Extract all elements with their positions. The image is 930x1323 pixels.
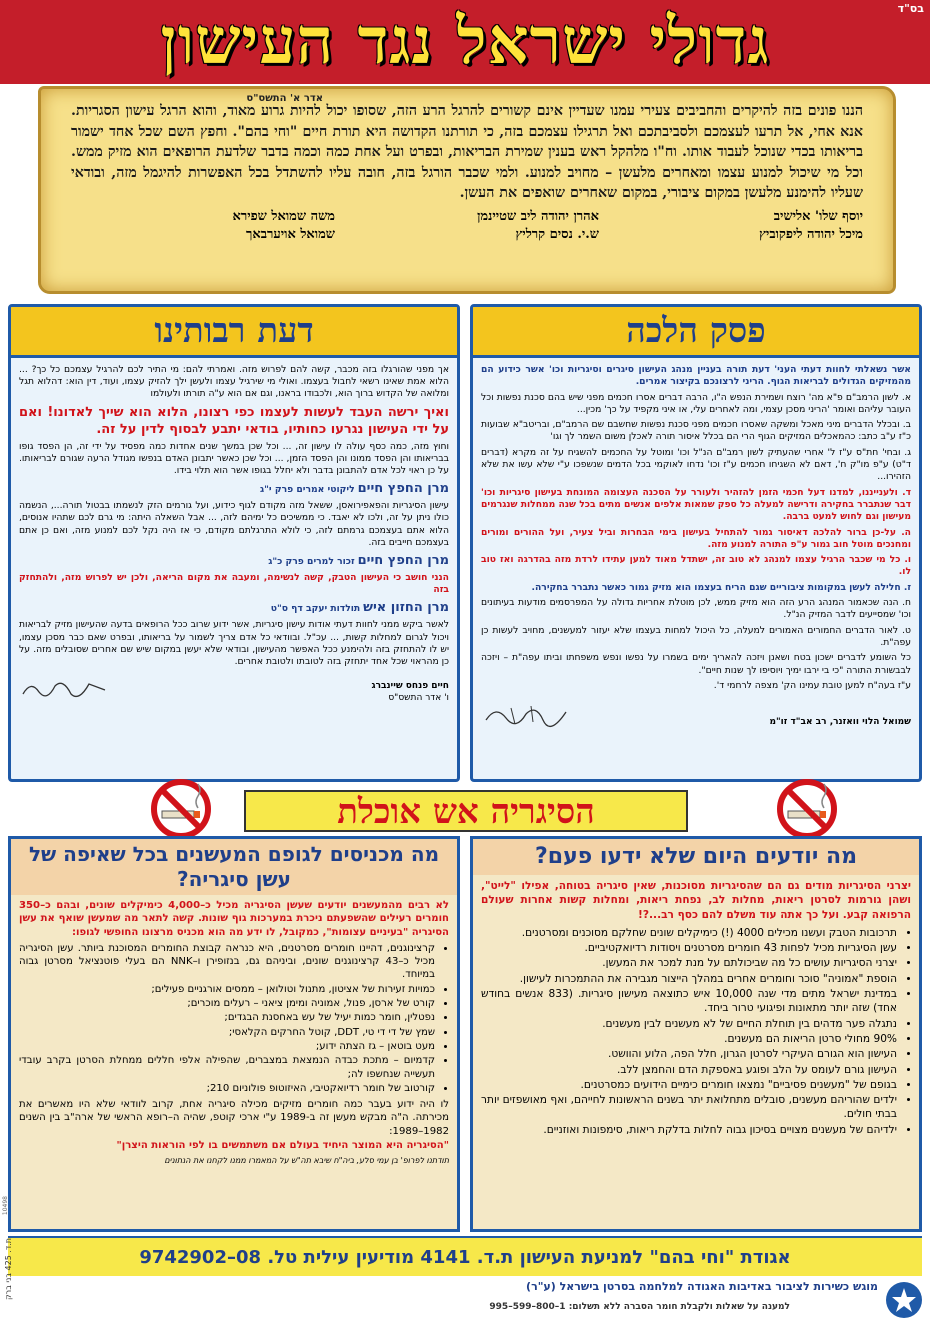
signer-name: יוסף שלו' אלישיב: [773, 208, 863, 224]
opinion-paragraph: אך מפני שהורגלו בזה מכבר, קשה להם לפרוש מזה. ואמרתי להם: מי התיר לכם להרגיל עצמכם כל כך? ... הלוא אמת שאינו רשאי לחבול בעצמו. ואולי מי שירגיל עצמו ולעשן ילך להזיק עצמו, ועוד, דין הוא: דהלוא תגל ומלואה של הקדוש ברוך הוא, ולכבודו בראנו, וגם אם הוא ע"ה תורתו ולעולמו: [19, 364, 449, 400]
bsd-mark: בס"ד: [897, 2, 924, 15]
halacha-paragraph: ח. הנה שכאמור המנהג הרע הזה הוא מזיק ממש, לכן מוטלת אחריות גדולה על המפרסמים מודעות בעיתונים וכו' שמסייעים לדבר המזיק הנ"ל.: [481, 597, 911, 621]
footer-info: למענה על שאלות ולקבלת חומר הסברה ללא תשלום: 1–800–599–995: [489, 1302, 790, 1312]
list-item: • יצרני הסיגריות עושים כל מה שביכולתם על מנת למכר את המעשן.: [481, 956, 897, 970]
list-item: • כמויות זעירות של אציטון, מתנול וטולואן – ממסים אורגניים פעילים;: [19, 983, 435, 996]
letter-date: אדר א' התשס"ס: [246, 93, 323, 104]
list-item: • קורטוב של חומר רדיואקטיבי, האיזוטופ פולוניום 210;: [19, 1082, 435, 1095]
halacha-paragraph: ט. לאור הדברים החמורים האמורים למעלה, כל היכול למחות בעצמו שלא יעזור למעשנים, מחויב לעשות כן עפה"ת.: [481, 624, 911, 648]
halacha-signer: שמואל הלוי וואזנר, רב אב"ד זו"מ: [769, 716, 911, 727]
list-item: • 90% מחולי סרטן הריאות הם מעשנים.: [481, 1032, 897, 1046]
signer-name: משה שמואל שפירא: [232, 208, 335, 224]
source-name: מרן החזון איש: [363, 600, 449, 616]
rabbis-letter: [38, 86, 896, 294]
list-item: • מעט בוטאן – גז הצתה ידוע;: [19, 1040, 435, 1053]
halacha-paragraph: ז. חלילה לעשן במקומות ציבוריים שגם הריח בעצמו הוא מזיק גמור כאשר נתברר בחקירה.: [531, 581, 911, 593]
credit-line: תודתנו לפרופ' בן עמי סלע, ביה"ח שיבא תה"ש על המאמרו ממנו לקחנו את הנתונים: [164, 1156, 449, 1166]
source-ref: זכור למרים פרק כ"ג: [268, 556, 355, 568]
page-title: גדולי ישראל נגד העישון: [160, 4, 770, 79]
footer-contact: אגודת "וחי בהם" למניעת העישון ת.ד. 4141 מודיעין עילית טל. 08–9742902: [8, 1236, 922, 1276]
list-item: • בגופם של "מעשנים פסיביים" נמצאו חומרים כימיים הידועים כמסרטנים.: [481, 1078, 897, 1092]
middle-banner: הסיגריה אש אוכלת: [244, 790, 688, 832]
opinion-sign-date: ו' אדר התשס"ס: [388, 693, 449, 704]
opinion-signer: חיים פנחס שיינברג: [371, 680, 449, 691]
footer-sponsor: מוגש כשירות לציבור באדיבות האגודה למלחמה בסרטן בישראל (ע"ר): [526, 1280, 878, 1293]
halacha-paragraph: ב. ובכלל הדברים מיני מאכל ומשקה שאסרו חכמים מפני סכנת נפשות שחשבם שם הרמב"ם, ובריטב"א שבועות כ"ז ע"ב כתב: כהמאכלים המזיקים הגוף הרי הם בכלל איסור תורה לאכלן משום השמר לך וגו': [481, 419, 911, 443]
rabbis-opinion-panel: [8, 304, 460, 782]
handwritten-signature: [19, 676, 109, 704]
opinion-paragraph: עישון הסיגריות והפאפירואסן, ששאל מזה מקודם לגוף כידוע, ועל גורמים הזק לנשמתו בבטול תורה..., הנשמה כולו ניתן על זה, ולכו לא יאבד. כי ממשיכים כל ימיהם לזה, ... אבל השאלה היתה: מי גרם לכם שתהיו אנוסים, הלוא אתם בעצמכם גרמתם לזה, כי לולא התרגלתם מקודם, כי אז היה נקל לכם למנוע מזה, ואם כן אתם בעצמכם חייבים בזה.: [19, 500, 449, 548]
ingredients-intro: לא רבים מהמעשנים יודעים שעשן הסיגריה מכיל כ–4,000 כימיקלים שונים, ובהם כ–350 חומרים רעילים שהשפעתם ניכרת במערכות גוף שונות. קשה לתאר מה שמעשן שואף את עשן הסיגריה "בעיניים עצומות", כמקובל, לו ידע מה הוא מכניס מרצונו החופשי לגופו:: [19, 900, 449, 938]
facts-panel: [470, 836, 922, 1232]
list-item: • עשן הסיגריות מכיל לפחות 43 חומרים מסרטנים ויסודות רדיואקטיביים.: [481, 941, 897, 955]
source-ref: תולדות יעקב דף ס"ט: [270, 603, 361, 615]
halacha-paragraph: א. לשון הרמב"ם פ"א מה' רוצח ושמירת הנפש ה"ו, הרבה דברים אסרו חכמים מפני שיש בהם סכנת נפשות וכל העובר עליהם ואומר 'הריני מסכן עצמי, ומה לאחרים עלי, או איני מקפיד על כך' מכין...: [481, 391, 911, 415]
title-banner: [0, 0, 930, 84]
halacha-paragraph: ה. על-כן ברור להלכה דאיסור גמור להתחיל בעישון בימי הבחרות וביל צעיר, ועל ההורים ומורים ומחנכים מוטל חוב גמור ע"פ התורה למנוע מזה.: [481, 526, 911, 550]
surgeon-quote: "הסיגריה היא המוצר היחיד בעולם אם משתמשים בו לפי הוראות היצרן": [116, 1140, 449, 1152]
list-item: • קרצינוגנים, דהיינו חומרים מסרטנים, היא כנראה קבוצת החומרים המסוכנת ביותר. עשן הסיגריה מכיל כ–43 קרצינוגנים שונים, וביניהם גם, בנזופירן ו–NNK הם בעלי פוטנציאל מסרטן גבוה במיוחד.: [19, 942, 435, 982]
list-item: • במדינת ישראל מתים מדי שנה 10,000 איש כתוצאה מעישון סיגריות. (833 אנשים בחודש אחד) שזה יותר מתאונות ופיגועי טרור ביחד.: [481, 987, 897, 1016]
facts-list: [481, 926, 911, 1137]
list-item: • הוספת "אמוניה" סוכר וחומרים אחרים במהלך הייצור מגבירה את ההתמכרות לעישון.: [481, 972, 897, 986]
source-ref: ליקוטי אמרים פרק י"ג: [260, 484, 355, 496]
halacha-closing: כל השומע לדברים ישכון בטח ושאנן ויזכה להאריך ימים בשמרו על נפשו ונפש משפחתו וביתו עפה"ת – ויזכה לבבשורת התורה "כי בי ירבו ימיך ויוסיפו לך שנות חיים".: [481, 652, 911, 676]
list-item: • ילדיהם של מעשנים מצויים בסיכון גבוה לחלות בדלקת ריאות, סימפונות ואוזניים.: [481, 1123, 897, 1137]
list-item: • העישון גורם לעומס על הלב ופוגע באספקת הדם והחמצן ללב.: [481, 1063, 897, 1077]
opinion-highlight: הנני חושב כי העישון הטבק, קשה לנשימה, ומעבה את מקום הריאה, ולכן יש לפרוש מזה, ולהתחזק בזה: [19, 572, 449, 596]
list-item: • ילדים שהוריהם מעשנים, סובלים מתחלואת יתר בשנים הראשונות לחייהם, ואף מאושפזים יותר בבתי חולים.: [481, 1093, 897, 1122]
ingredients-title: מה מכניסים לגופם המעשנים בכל שאיפה של עשן סיגריה?: [11, 839, 457, 895]
no-smoking-icon: [150, 778, 212, 840]
halacha-blessing: ע"ז בעה"ח למען טובת עמינו הק' מצפה לרחמי ד'.: [713, 679, 911, 691]
halacha-paragraph: ו. כל מי שכבר הרגיל עצמו למנהג לא טוב זה, ישתדל מאוד למען עתידו לרדת מזה בהדרגה ואז טוב לו.: [481, 554, 911, 578]
halacha-title: פסק הלכה: [473, 307, 919, 358]
source-name: מרן החפץ חיים: [357, 553, 449, 569]
facts-intro: יצרני הסיגריות מודים גם הם שהסיגריות מסוכנות, שאין סיגריה בטוחה, אפילו "לייט", ושהן גורמות לסרטן ריאות, מחלות לב, נפחת ריאות, ומחלות קשות אחרות שעולם הרפואה קבע. ועל כך אתה עוד משלם להם כסף רב...?!: [481, 880, 911, 921]
ingredients-outro: לו היה ידוע בעבר כמה חומרים מזיקים מכילה סיגריה אחת, קרוב לוודאי שלא היו מאשרים את מכירתה. ה"ה מבקש מעשן זה ב-1989 ע"י ארכי קוטפ, שהיה ה–רופא הראשי של ארה"ב בין השנים 1982–1989:: [19, 1099, 449, 1137]
halacha-intro: אשר נשאלתי לחוות דעתי העני' דעת תורה בעניין מנהג העישון סיגרים וסיגריות וכו' אשר כידוע הם מהמזיקים הגדולים לבריאות הגוף. הריני לרצונכם בקיצור אמרים.: [481, 364, 911, 388]
signer-name: שמואל אויערבאך: [245, 226, 335, 242]
source-name: מרן החפץ חיים: [357, 481, 449, 497]
ingredients-panel: [8, 836, 460, 1232]
list-item: • נפטלין, חומר כמות יעיל של עש באחסנת הבגדים;: [19, 1011, 435, 1024]
print-code: 10498: [2, 1196, 9, 1216]
postbox-note: ת.ד. 425 בני ברק: [4, 1238, 13, 1301]
signer-name: אהרן יהודה ליב שטיינמן: [477, 208, 599, 224]
opinion-signer-block: [372, 680, 449, 704]
handwritten-signature: [481, 700, 571, 728]
list-item: • נתגלה פער מדהים בין תוחלת החיים של לא מעשנים לבין מעשנים.: [481, 1017, 897, 1031]
letter-text: הננו פונים בזה להיקרים והחביבים צעירי עמנו שעדיין אינם קשורים להרגל הרע הזה, שסופו יכול להיות גרוע מאוד, והוא הרגל עישון הסגריות. אנא אחי, אל תרעו לעצמכם ולסביבתכם ואל תרגילו עצמכם בזה, כי תורתנו הקדושה היא תורת חיים "וחי בהם". וחפץ השם שכל אחד ישמור בריאותו בכדי שנוכל לעבוד אותו. וח"ו מלהקל ראש בענין שמירת הבריאות, ובפרט ועל אחת כמה וכמה בדבר שלדעת הרופאים הוא מזיק ממש. וכל מי שיכול למנוע עצמו ומאחרים מלעשן – מחויב למנוע. ולמי שכבר הורגל בזה, חובה עליו להשתדל בכל האפשרות להיגמל מזה, ובודאי שעליו להימנע מלעשן במקום ציבורי, במקום שאחרים שואפים את העשן.: [71, 103, 863, 201]
facts-title: מה יודעים היום שלא ידעו פעם?: [473, 839, 919, 875]
list-item: • שמץ של די די טי, DDT, קוטל החרקים הקלאסי;: [19, 1026, 435, 1039]
no-smoking-icon: [776, 778, 838, 840]
halacha-panel: [470, 304, 922, 782]
opinion-paragraph: לאשר ביקש ממני לחוות דעתי אודות עישון סיגריות, אשר ידוע שרוב ככל הרופאים בדעה שהעישון מזיק לבריאות ויכול לגרום למחלות קשות, ... עכ"ל. ובוודאי כל אדם צריך לשמור על בריאותו, ובפרט שאם כבר מסכן עצמו, יש לו להתחזק בזה ולהימנע ככל האפשר מהעישון, ובודאי שלא יעשן במקום שיש שם אחרים שסובלים מזה. על כן מהראוי שכל אחד יתחזק בזה לטובתו ולטובת אחרים.: [19, 619, 449, 668]
opinion-highlight: ואיך ירשה העבד לעשות לעצמו כפי רצונו, הלוא הוא שייך לאדונו! ואם על ידי העישון נגרעו כחותיו, בודאי יתבע לבסוף לדין על זה.: [19, 404, 449, 437]
ingredients-list: [19, 942, 449, 1095]
halacha-paragraph: ג. ובחי' חת"ס ע"ז ל' אחרי שהעתיק לשון רמב"ם הנ"ל וכו' ומוטל על החכמים להשגיח על זה מקרא (דברים ד"ט) ע"פ מו"ק ח', דאם לא השגיחו חכמים ע"ז וכו' נדחו לאוקמי בכל הדמים שנשפכו ע"י שלא עשו את שלא הזהירו...: [481, 446, 911, 483]
list-item: • קדמיום – מתכת כבדה הנמצאת במצברים, שהפילה אלפי חללים ממחלת הסרטן בקרב עובדי תעשייה שנחשפו לה;: [19, 1054, 435, 1081]
signer-name: ש.י. נסים קרליץ: [515, 226, 599, 242]
cancer-society-logo: [884, 1280, 924, 1320]
rabbis-opinion-title: דעת רבותינו: [11, 307, 457, 358]
letter-signatures: [71, 208, 863, 244]
list-item: • קורט של ארסן, פנול, אמוניה ומימן ציאני – רעלים מוכרים;: [19, 997, 435, 1010]
list-item: • העישון הוא הגורם העיקרי לסרטן הגרון, חלל הפה, הלוע והוושט.: [481, 1047, 897, 1061]
halacha-paragraph: ד. ולענייננו, למדנו דעל חכמי הזמן להזהיר ולעורר על הסכנה העצומה המונחת בעישון סיגריות וכו' דבר שנתברר בחקירה ודרישה למעלה כל ספק שמאות אלפים אנשים מתים בכל שנה ממחלות שנגרמים מעישון וגם לחוש למעט ברבה.: [481, 486, 911, 523]
signer-name: מיכל יהודה ליפקוביץ: [759, 226, 863, 242]
list-item: • תרכובות הטבק ועשנו מכילים 4000 (!) כימיקלים שונים שחלקם מסוכנים ומסרטנים.: [481, 926, 897, 940]
opinion-paragraph: וחוץ מזה, כמה כסף עולה לו עישון זה, ... וכל שכן במשך שנים אחדות כמה מפסיד על ידי זה, הן הפסד גופו בבריאותו והן הפסד ממונו והן הפסד הזמן, ... וכל שכן כאשר יתבונן האדם בנפשו מגודל הרעה שגורם לבריאותו. על כן ראוי לכל אדם להתבונן בדבר ולא יחלל בגופו אשר הוא תלוי בידו.: [19, 440, 449, 477]
